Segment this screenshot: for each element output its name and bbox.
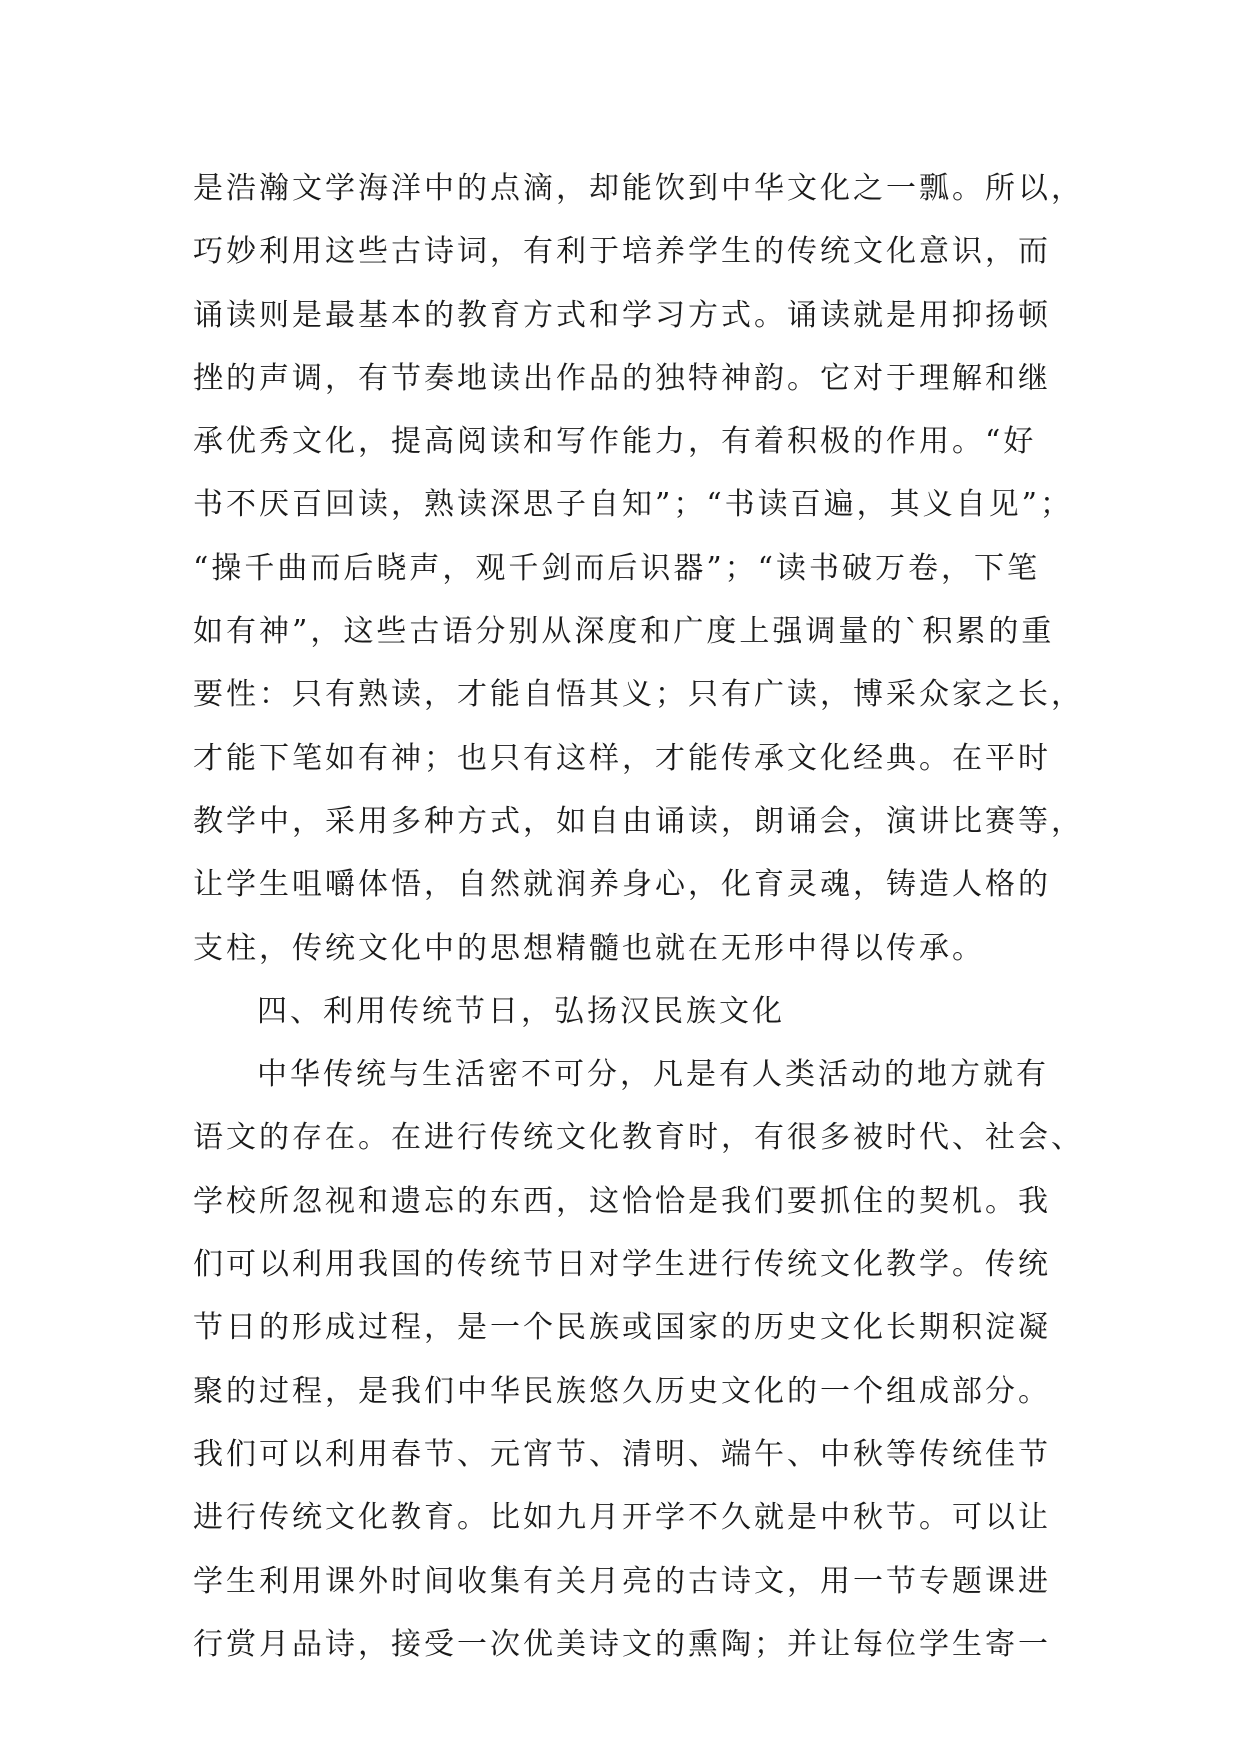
text-line: 承优秀文化，提高阅读和写作能力，有着积极的作用。“好	[193, 424, 1037, 460]
body-text	[193, 157, 1093, 1676]
text-line: 行赏月品诗，接受一次优美诗文的熏陶；并让每位学生寄一	[193, 1626, 1051, 1662]
text-line: 学校所忽视和遗忘的东西，这恰恰是我们要抓住的契机。我	[193, 1183, 1051, 1219]
text-line: 才能下笔如有神；也只有这样，才能传承文化经典。在平时	[193, 740, 1051, 776]
text-line: 节日的形成过程，是一个民族或国家的历史文化长期积淀凝	[193, 1310, 1051, 1346]
text-line: 们可以利用我国的传统节日对学生进行传统文化教学。传统	[193, 1247, 1051, 1283]
text-line: 挫的声调，有节奏地读出作品的独特神韵。它对于理解和继	[193, 360, 1051, 396]
text-line: “操千曲而后晓声，观千剑而后识器”；“读书破万卷，下笔	[193, 550, 1041, 586]
paragraph-first-line: 中华传统与生活密不可分，凡是有人类活动的地方就有	[257, 1057, 1049, 1093]
text-line: 诵读则是最基本的教育方式和学习方式。诵读就是用抑扬顿	[193, 297, 1051, 333]
text-line: 如有神”，这些古语分别从深度和广度上强调量的`积累的重	[193, 614, 1055, 650]
text-line: 我们可以利用春节、元宵节、清明、端午、中秋等传统佳节	[193, 1436, 1051, 1472]
text-line: 进行传统文化教育。比如九月开学不久就是中秋节。可以让	[193, 1500, 1051, 1536]
text-line: 聚的过程，是我们中华民族悠久历史文化的一个组成部分。	[193, 1373, 1051, 1409]
text-line: 巧妙利用这些古诗词，有利于培养学生的传统文化意识，而	[193, 234, 1051, 270]
text-line: 是浩瀚文学海洋中的点滴，却能饮到中华文化之一瓢。所以，	[193, 171, 1084, 206]
text-line: 教学中，采用多种方式，如自由诵读，朗诵会，演讲比赛等，	[193, 803, 1084, 839]
section-heading: 四、利用传统节日，弘扬汉民族文化	[257, 993, 785, 1029]
text-line: 要性：只有熟读，才能自悟其义；只有广读，博采众家之长，	[193, 677, 1084, 713]
text-line: 学生利用课外时间收集有关月亮的古诗文，用一节专题课进	[193, 1563, 1051, 1599]
text-line: 书不厌百回读，熟读深思子自知”；“书读百遍，其义自见”；	[193, 487, 1074, 523]
text-line: 支柱，传统文化中的思想精髓也就在无形中得以传承。	[193, 930, 985, 966]
text-line: 语文的存在。在进行传统文化教育时，有很多被时代、社会、	[193, 1120, 1084, 1156]
text-line: 让学生咀嚼体悟，自然就润养身心，化育灵魂，铸造人格的	[193, 867, 1051, 903]
